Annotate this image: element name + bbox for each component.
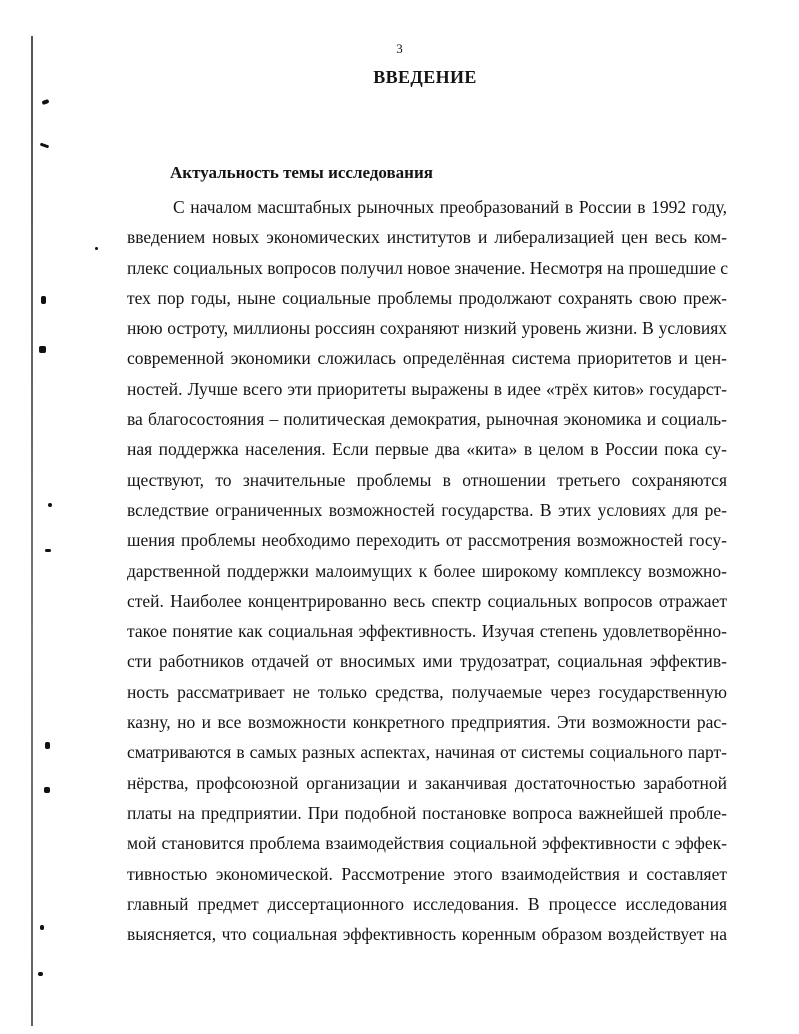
text-line: такое понятие как социальная эффективность. Изучая степень удовлетворённо- (127, 621, 727, 642)
text-line: ная поддержка населения. Если первые два «кита» в целом в России пока су- (127, 439, 727, 460)
text-line: ва благосостояния – политическая демократия, рыночная экономика и социаль- (127, 409, 727, 430)
text-line: С началом масштабных рыночных преобразований в России в 1992 году, (173, 197, 727, 217)
scan-artifact (44, 787, 50, 793)
text-line: введением новых экономических институтов и либерализацией цен весь ком- (127, 227, 727, 248)
text-line: нёрства, профсоюзной организации и заканчивая достаточностью заработной (127, 772, 727, 793)
text-line: выясняется, что социальная эффективность коренным образом воздействует на (127, 924, 727, 945)
text-line: шения проблемы необходимо переходить от рассмотрения возможностей госу- (127, 530, 727, 551)
scan-artifact (95, 247, 98, 250)
text-line: нюю остроту, миллионы россиян сохраняют низкий уровень жизни. В условиях (127, 318, 727, 339)
text-line: главный предмет диссертационного исследования. В процессе исследования (127, 893, 727, 914)
scan-artifact (38, 972, 43, 976)
scan-margin-line (31, 36, 33, 1026)
scan-artifact (42, 99, 50, 105)
text-line: ществуют, то значительные проблемы в отношении третьего сохраняются (127, 469, 727, 490)
scan-artifact (40, 143, 49, 149)
body-paragraph (127, 192, 727, 949)
text-line: ность рассматривает не только средства, получаемые через государственную (127, 681, 727, 702)
scan-artifact (40, 925, 44, 930)
text-line: вследствие ограниченных возможностей государства. В этих условиях для ре- (127, 499, 727, 520)
text-line: плекс социальных вопросов получил новое значение. Несмотря на прошедшие с (127, 257, 728, 278)
text-line: тех пор годы, ныне социальные проблемы продолжают сохранять свою преж- (127, 287, 727, 308)
text-line: ностей. Лучше всего эти приоритеты выражены в идее «трёх китов» государст- (127, 378, 727, 399)
scan-artifact (41, 296, 46, 304)
scan-artifact (45, 549, 51, 552)
page-title: ВВЕДЕНИЕ (373, 67, 477, 87)
text-line: стей. Наиболее концентрированно весь спектр социальных вопросов отражает (127, 590, 727, 611)
text-line: казну, но и все возможности конкретного предприятия. Эти возможности рас- (127, 712, 727, 733)
page-number: 3 (396, 41, 403, 56)
text-line: сматриваются в самых разных аспектах, начиная от системы социального парт- (127, 742, 727, 763)
text-line: сти работников отдачей от вносимых ими трудозатрат, социальная эффектив- (127, 651, 727, 672)
text-line: платы на предприятии. При подобной постановке вопроса важнейшей пробле- (127, 802, 727, 823)
text-line: тивностью экономической. Рассмотрение этого взаимодействия и составляет (127, 863, 727, 884)
text-line: дарственной поддержки малоимущих к более широкому комплексу возможно- (127, 560, 727, 581)
scan-artifact (45, 742, 50, 749)
section-heading: Актуальность темы исследования (170, 163, 433, 182)
scan-artifact (39, 346, 46, 353)
text-line: мой становится проблема взаимодействия социальной эффективности с эффек- (127, 833, 727, 854)
scan-artifact (48, 503, 52, 507)
text-line: современной экономики сложилась определённая система приоритетов и цен- (127, 348, 727, 369)
